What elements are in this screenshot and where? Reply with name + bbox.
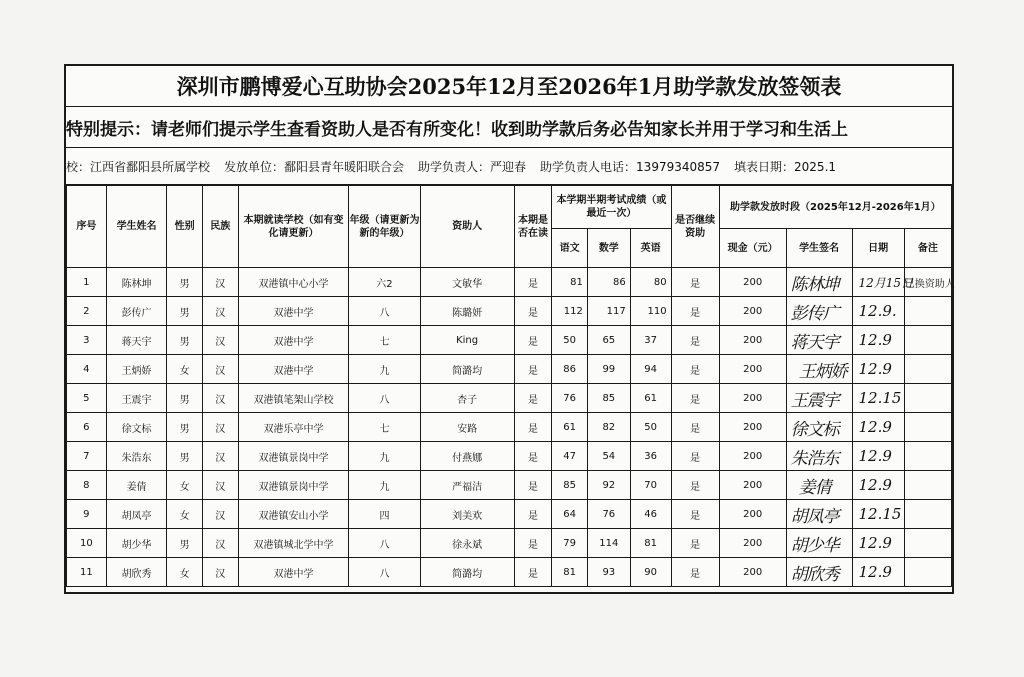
cell-grade: 九 bbox=[349, 355, 420, 384]
cell-in-school: 是 bbox=[514, 471, 552, 500]
cell-continue: 是 bbox=[671, 326, 719, 355]
cell-cash: 200 bbox=[719, 413, 786, 442]
cell-cash: 200 bbox=[719, 326, 786, 355]
cell-chinese: 47 bbox=[552, 442, 588, 471]
info-school: 校：江西省鄱阳县所属学校 bbox=[66, 159, 211, 174]
cell-sponsor: 刘美欢 bbox=[420, 500, 514, 529]
cell-index: 5 bbox=[67, 384, 107, 413]
cell-gender: 男 bbox=[167, 268, 203, 297]
cell-remark bbox=[904, 413, 951, 442]
cell-in-school: 是 bbox=[514, 500, 552, 529]
header-ethnicity: 民族 bbox=[202, 186, 238, 268]
header-index: 序号 bbox=[67, 186, 107, 268]
cell-ethnicity: 汉 bbox=[202, 355, 238, 384]
cell-ethnicity: 汉 bbox=[202, 558, 238, 587]
info-manager: 助学负责人：严迎春 bbox=[418, 159, 527, 174]
cell-index: 7 bbox=[67, 442, 107, 471]
cell-date: 12.9 bbox=[852, 471, 904, 500]
cell-grade: 四 bbox=[349, 500, 420, 529]
cell-ethnicity: 汉 bbox=[202, 297, 238, 326]
cell-grade: 八 bbox=[349, 297, 420, 326]
info-issuer: 发放单位：鄱阳县青年暖阳联合会 bbox=[224, 159, 405, 174]
info-phone: 助学负责人电话：13979340857 bbox=[540, 159, 721, 174]
table-row bbox=[67, 268, 952, 297]
cell-remark: 已换资助人 bbox=[904, 268, 951, 297]
cell-date: 12月15日 bbox=[852, 268, 904, 297]
cell-name: 朱浩东 bbox=[106, 442, 167, 471]
cell-sponsor: 陈璐妍 bbox=[420, 297, 514, 326]
cell-name: 王震宇 bbox=[106, 384, 167, 413]
cell-gender: 男 bbox=[167, 413, 203, 442]
cell-math: 93 bbox=[587, 558, 630, 587]
table-row bbox=[67, 558, 952, 587]
cell-continue: 是 bbox=[671, 355, 719, 384]
cell-cash: 200 bbox=[719, 471, 786, 500]
cell-remark bbox=[904, 558, 951, 587]
cell-signature: 朱浩东 bbox=[786, 442, 852, 471]
cell-index: 6 bbox=[67, 413, 107, 442]
cell-continue: 是 bbox=[671, 384, 719, 413]
cell-sponsor: 严福洁 bbox=[420, 471, 514, 500]
cell-index: 4 bbox=[67, 355, 107, 384]
table-row bbox=[67, 326, 952, 355]
cell-math: 92 bbox=[587, 471, 630, 500]
cell-remark bbox=[904, 471, 951, 500]
cell-chinese: 86 bbox=[552, 355, 588, 384]
cell-date: 12.9 bbox=[852, 326, 904, 355]
cell-school: 双港中学 bbox=[238, 326, 349, 355]
cell-sponsor: 安路 bbox=[420, 413, 514, 442]
header-sponsor: 资助人 bbox=[420, 186, 514, 268]
cell-in-school: 是 bbox=[514, 442, 552, 471]
cell-chinese: 85 bbox=[552, 471, 588, 500]
cell-chinese: 50 bbox=[552, 326, 588, 355]
cell-english: 50 bbox=[630, 413, 671, 442]
cell-name: 胡少华 bbox=[106, 529, 167, 558]
cell-math: 117 bbox=[587, 297, 630, 326]
header-name: 学生姓名 bbox=[106, 186, 167, 268]
cell-in-school: 是 bbox=[514, 326, 552, 355]
cell-chinese: 76 bbox=[552, 384, 588, 413]
cell-gender: 男 bbox=[167, 384, 203, 413]
cell-chinese: 61 bbox=[552, 413, 588, 442]
table-row bbox=[67, 500, 952, 529]
cell-remark bbox=[904, 442, 951, 471]
cell-cash: 200 bbox=[719, 384, 786, 413]
cell-signature: 胡少华 bbox=[786, 529, 852, 558]
cell-continue: 是 bbox=[671, 442, 719, 471]
cell-signature: 胡欣秀 bbox=[786, 558, 852, 587]
cell-sponsor: 简潞均 bbox=[420, 355, 514, 384]
sheet-title: 深圳市鹏博爱心互助协会2025年12月至2026年1月助学款发放签领表 bbox=[66, 66, 952, 107]
cell-index: 3 bbox=[67, 326, 107, 355]
cell-continue: 是 bbox=[671, 297, 719, 326]
cell-signature: 蒋天宇 bbox=[786, 326, 852, 355]
cell-english: 110 bbox=[630, 297, 671, 326]
cell-in-school: 是 bbox=[514, 268, 552, 297]
cell-english: 81 bbox=[630, 529, 671, 558]
cell-chinese: 81 bbox=[552, 268, 588, 297]
cell-continue: 是 bbox=[671, 471, 719, 500]
cell-math: 114 bbox=[587, 529, 630, 558]
cell-name: 胡欣秀 bbox=[106, 558, 167, 587]
cell-remark bbox=[904, 384, 951, 413]
cell-cash: 200 bbox=[719, 529, 786, 558]
cell-index: 11 bbox=[67, 558, 107, 587]
header-period: 助学款发放时段（2025年12月-2026年1月） bbox=[719, 186, 951, 229]
cell-date: 12.9 bbox=[852, 355, 904, 384]
cell-ethnicity: 汉 bbox=[202, 471, 238, 500]
cell-chinese: 79 bbox=[552, 529, 588, 558]
cell-grade: 八 bbox=[349, 529, 420, 558]
header-chinese: 语文 bbox=[552, 229, 588, 268]
cell-signature: 姜倩 bbox=[786, 471, 852, 500]
cell-date: 12.9 bbox=[852, 558, 904, 587]
cell-in-school: 是 bbox=[514, 529, 552, 558]
header-math: 数学 bbox=[587, 229, 630, 268]
cell-date: 12.9 bbox=[852, 529, 904, 558]
header-school: 本期就读学校（如有变化请更新） bbox=[238, 186, 349, 268]
cell-grade: 八 bbox=[349, 558, 420, 587]
cell-signature: 王震宇 bbox=[786, 384, 852, 413]
header-in-school: 本期是否在读 bbox=[514, 186, 552, 268]
cell-english: 37 bbox=[630, 326, 671, 355]
cell-ethnicity: 汉 bbox=[202, 326, 238, 355]
cell-index: 8 bbox=[67, 471, 107, 500]
cell-cash: 200 bbox=[719, 442, 786, 471]
cell-ethnicity: 汉 bbox=[202, 529, 238, 558]
cell-school: 双港镇景岗中学 bbox=[238, 471, 349, 500]
cell-in-school: 是 bbox=[514, 558, 552, 587]
table-row bbox=[67, 442, 952, 471]
cell-cash: 200 bbox=[719, 500, 786, 529]
header-remark: 备注 bbox=[904, 229, 951, 268]
cell-grade: 九 bbox=[349, 442, 420, 471]
cell-cash: 200 bbox=[719, 268, 786, 297]
cell-remark bbox=[904, 529, 951, 558]
cell-school: 双港乐亭中学 bbox=[238, 413, 349, 442]
cell-date: 12.15 bbox=[852, 500, 904, 529]
cell-chinese: 64 bbox=[552, 500, 588, 529]
cell-ethnicity: 汉 bbox=[202, 413, 238, 442]
cell-signature: 彭传广 bbox=[786, 297, 852, 326]
cell-gender: 女 bbox=[167, 471, 203, 500]
cell-grade: 七 bbox=[349, 413, 420, 442]
cell-english: 70 bbox=[630, 471, 671, 500]
cell-grade: 六2 bbox=[349, 268, 420, 297]
cell-sponsor: King bbox=[420, 326, 514, 355]
header-continue: 是否继续资助 bbox=[671, 186, 719, 268]
cell-signature: 陈林坤 bbox=[786, 268, 852, 297]
table-row bbox=[67, 384, 952, 413]
cell-in-school: 是 bbox=[514, 413, 552, 442]
cell-gender: 女 bbox=[167, 355, 203, 384]
cell-grade: 九 bbox=[349, 471, 420, 500]
cell-index: 1 bbox=[67, 268, 107, 297]
cell-signature: 徐文标 bbox=[786, 413, 852, 442]
header-signature: 学生签名 bbox=[786, 229, 852, 268]
cell-index: 10 bbox=[67, 529, 107, 558]
cell-continue: 是 bbox=[671, 558, 719, 587]
cell-english: 61 bbox=[630, 384, 671, 413]
cell-continue: 是 bbox=[671, 529, 719, 558]
cell-name: 胡凤亭 bbox=[106, 500, 167, 529]
table-row bbox=[67, 297, 952, 326]
cell-ethnicity: 汉 bbox=[202, 500, 238, 529]
cell-sponsor: 简潞均 bbox=[420, 558, 514, 587]
cell-sponsor: 付燕娜 bbox=[420, 442, 514, 471]
cell-math: 76 bbox=[587, 500, 630, 529]
cell-remark bbox=[904, 355, 951, 384]
header-gender: 性别 bbox=[167, 186, 203, 268]
cell-gender: 男 bbox=[167, 442, 203, 471]
cell-school: 双港中学 bbox=[238, 558, 349, 587]
cell-name: 彭传广 bbox=[106, 297, 167, 326]
cell-ethnicity: 汉 bbox=[202, 442, 238, 471]
cell-english: 94 bbox=[630, 355, 671, 384]
cell-grade: 七 bbox=[349, 326, 420, 355]
cell-name: 王炳娇 bbox=[106, 355, 167, 384]
cell-date: 12.9 bbox=[852, 442, 904, 471]
cell-math: 82 bbox=[587, 413, 630, 442]
cell-school: 双港中学 bbox=[238, 355, 349, 384]
cell-in-school: 是 bbox=[514, 297, 552, 326]
cell-remark bbox=[904, 297, 951, 326]
info-fill-date: 填表日期：2025.1 bbox=[734, 159, 837, 174]
cell-english: 36 bbox=[630, 442, 671, 471]
table-row bbox=[67, 355, 952, 384]
cell-cash: 200 bbox=[719, 558, 786, 587]
cell-continue: 是 bbox=[671, 413, 719, 442]
cell-math: 86 bbox=[587, 268, 630, 297]
cell-english: 80 bbox=[630, 268, 671, 297]
cell-gender: 女 bbox=[167, 558, 203, 587]
cell-name: 姜倩 bbox=[106, 471, 167, 500]
cell-gender: 男 bbox=[167, 529, 203, 558]
cell-ethnicity: 汉 bbox=[202, 384, 238, 413]
cell-sponsor: 文敏华 bbox=[420, 268, 514, 297]
special-notice: 特别提示：请老师们提示学生查看资助人是否有所变化！收到助学款后务必告知家长并用于学习和生活上 bbox=[66, 107, 952, 148]
cell-math: 85 bbox=[587, 384, 630, 413]
cell-remark bbox=[904, 500, 951, 529]
cell-index: 2 bbox=[67, 297, 107, 326]
cell-math: 54 bbox=[587, 442, 630, 471]
signoff-sheet bbox=[64, 64, 954, 594]
cell-index: 9 bbox=[67, 500, 107, 529]
cell-signature: 王炳娇 bbox=[786, 355, 852, 384]
header-scores: 本学期半期考试成绩（或最近一次） bbox=[552, 186, 671, 229]
cell-english: 46 bbox=[630, 500, 671, 529]
header-english: 英语 bbox=[630, 229, 671, 268]
cell-school: 双港镇笔架山学校 bbox=[238, 384, 349, 413]
cell-date: 12.15 bbox=[852, 384, 904, 413]
header-cash: 现金（元） bbox=[719, 229, 786, 268]
cell-math: 65 bbox=[587, 326, 630, 355]
cell-date: 12.9 bbox=[852, 413, 904, 442]
cell-school: 双港镇景岗中学 bbox=[238, 442, 349, 471]
cell-sponsor: 杏子 bbox=[420, 384, 514, 413]
cell-school: 双港中学 bbox=[238, 297, 349, 326]
table-row bbox=[67, 471, 952, 500]
header-date: 日期 bbox=[852, 229, 904, 268]
cell-math: 99 bbox=[587, 355, 630, 384]
cell-remark bbox=[904, 326, 951, 355]
cell-name: 陈林坤 bbox=[106, 268, 167, 297]
cell-english: 90 bbox=[630, 558, 671, 587]
cell-chinese: 112 bbox=[552, 297, 588, 326]
cell-signature: 胡凤亭 bbox=[786, 500, 852, 529]
cell-cash: 200 bbox=[719, 355, 786, 384]
header-grade: 年级（请更新为新的年级） bbox=[349, 186, 420, 268]
cell-school: 双港镇中心小学 bbox=[238, 268, 349, 297]
cell-gender: 男 bbox=[167, 297, 203, 326]
stipend-table bbox=[66, 185, 955, 587]
cell-sponsor: 徐永斌 bbox=[420, 529, 514, 558]
cell-in-school: 是 bbox=[514, 355, 552, 384]
cell-gender: 男 bbox=[167, 326, 203, 355]
info-line bbox=[66, 148, 952, 185]
table-row bbox=[67, 413, 952, 442]
cell-chinese: 81 bbox=[552, 558, 588, 587]
cell-cash: 200 bbox=[719, 297, 786, 326]
cell-name: 徐文标 bbox=[106, 413, 167, 442]
cell-school: 双港镇安山小学 bbox=[238, 500, 349, 529]
cell-continue: 是 bbox=[671, 268, 719, 297]
cell-school: 双港镇城北学中学 bbox=[238, 529, 349, 558]
cell-continue: 是 bbox=[671, 500, 719, 529]
cell-ethnicity: 汉 bbox=[202, 268, 238, 297]
cell-grade: 八 bbox=[349, 384, 420, 413]
cell-date: 12.9. bbox=[852, 297, 904, 326]
cell-name: 蒋天宇 bbox=[106, 326, 167, 355]
table-row bbox=[67, 529, 952, 558]
cell-in-school: 是 bbox=[514, 384, 552, 413]
cell-gender: 女 bbox=[167, 500, 203, 529]
